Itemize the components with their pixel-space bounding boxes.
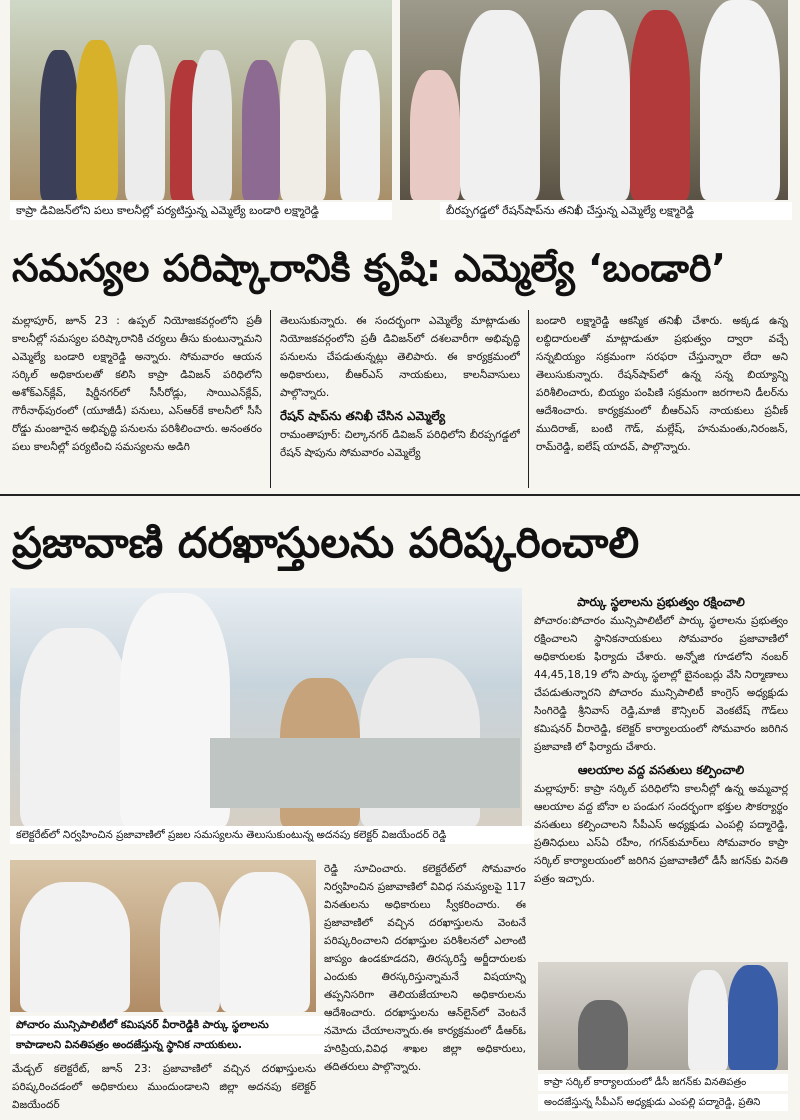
photo-prajavani-collectorate [10, 588, 522, 828]
headline: సమస్యల పరిష్కారానికి కృషి: ఎమ్మెల్యే ‘బండారి’ [12, 246, 726, 290]
photo-kapra-circle-office [538, 962, 788, 1070]
photo-caption: బీరప్పగడ్డలో రేషన్‌షాప్‌ను తనిఖీ చేస్తున్న ఎమ్మెల్యే లక్ష్మారెడ్డి [440, 202, 792, 220]
article-column [280, 312, 520, 488]
article-column [536, 312, 788, 488]
photo-mla-colony-visit [10, 0, 392, 200]
article-text: మల్లాపూర్: కాప్రా సర్కిల్ పరిధిలోని కాలనీల్లో ఉన్న అమ్మవార్ల ఆలయాల వద్ద బోనా ల పండుగ సందర్భంగా భక్తుల సౌకర్యార్థం వసతులు కల్పించాలని సీపీఎస్ అధ్యక్షుడు ఎంపల్లి పద్మారెడ్డి, ప్రతినిధులు ఎస్‌ఏ రహీం, గగన్‌కుమార్‌లు సోమవారం కాప్రా సర్కిల్ కార్యాలయంలో జరిగిన ప్రజావాణిలో డీసీ జగన్‌కు వినతి పత్రం ఇచ్చారు. [534, 783, 788, 885]
article-column [534, 592, 788, 956]
photo-caption: అందజేస్తున్న సీపీఎస్ అధ్యక్షుడు ఎంపల్లి పద్మారెడ్డి, ప్రతిని [538, 1094, 788, 1111]
article-text: రెడ్డి సూచించారు. కలెక్టరేట్‌లో సోమవారం నిర్వహించిన ప్రజావాణిలో వివిధ సమస్యలపై 117 వినతులను అధికారులు స్వీకరించారు. ఈ ప్రజావాణిలో వచ్చిన దరఖాస్తులను వెంటనే పరిష్కరించాలని దరఖాస్తుల పరిశీలనలో ఎలాంటి జాప్యం ఉండకూడదని, తిరస్కరిస్తే అర్జీదారులకు ఎందుకు తిరస్కరిస్తున్నామనే విషయాన్ని తప్పనిసరిగా తెలియజేయాలని అధికారులను ఆదేశించారు. దరఖాస్తులను ఆన్‌లైన్‌లో వెంటనే నమోదు చేయాలన్నారు.ఈ కార్యక్రమంలో డీఆర్‌ఓ హరిప్రియ,వివిధ శాఖల జిల్లా అధికారులు, తదితరులు పాల్గొన్నారు. [324, 863, 526, 1073]
article-column [12, 1060, 316, 1120]
article-text: మేడ్చల్ కలెక్టరేట్, జూన్ 23: ప్రజావాణిలో వచ్చిన దరఖాస్తులను పరిష్కరించడంలో అధికారులు ముందుండాలని జిల్లా అదనపు కలెక్టర్ విజయేందర్ [12, 1063, 316, 1111]
column-divider [528, 310, 529, 488]
subheading: పార్కు స్థలాలను ప్రభుత్వం రక్షించాలి [577, 595, 745, 609]
article-text: మల్లాపూర్, జూన్ 23 : ఉప్పల్ నియోజకవర్గంలోని ప్రతీ కాలనీల్లో సమస్యల పరిష్కారానికి చర్యలు తీసు కుంటున్నామని ఎమ్మెల్యే బండారి లక్ష్మారెడ్డి అన్నారు. సోమవారం ఆయన సర్కిల్ అధికారులతో కలిసి కాప్రా డివిజన్ పరిధిలోని అశోక్‌ఎన్‌క్లేవ్, షిర్డీనగర్‌లో సీసీరోడ్లు, సాయిఎన్‌క్లేవ్, గౌరీనాథ్‌పురంలో (యూజీడీ) పనులు, ఎస్‌ఆర్‌కే కాలనీలో సీసీ రోడ్డు మంజూరైన అభివృద్ధి పనులను పరిశీలించారు. అనంతరం పలు కాలనీల్లో పర్యటించి సమస్యలను అడిగి [12, 315, 262, 453]
photo-caption: కాప్రా డివిజన్‌లోని పలు కాలనీల్లో పర్యటిస్తున్న ఎమ్మెల్యే బండారి లక్ష్మారెడ్డి [10, 202, 392, 220]
article-column [12, 312, 262, 488]
photo-caption: కాపాడాలని వినతిపత్రం అందజేస్తున్న స్థానిక నాయకులు. [10, 1036, 328, 1054]
section-divider [0, 494, 800, 496]
photo-pocharam-petition [10, 860, 316, 1012]
headline: ప్రజావాణి దరఖాస్తులను పరిష్కరించాలి [12, 518, 640, 567]
subheading: రేషన్ షాప్‌ను తనిఖీ చేసిన ఎమ్మెల్యే [280, 409, 446, 423]
photo-ration-shop-inspection [400, 0, 788, 200]
article-column [324, 860, 526, 1120]
article-text: పోచారం:పోచారం మున్సిపాలిటీలో పార్కు స్థలాలను ప్రభుత్వం రక్షించాలని స్థానికనాయకులు సోమవారం ప్రజావాణిలో అధికారులకు ఫిర్యాదు చేశారు. అన్నోజి గూడలోని నంబర్ 44,45,18,19 లోని పార్కు స్థలాల్లో బైనంబర్లు వేసి నిర్మాణాలు చేపడుతున్నారని పోచారం మున్సిపాలిటీ కాంగ్రెస్ అధ్యక్షుడు సింగిరెడ్డి శ్రీనివాస్ రెడ్డి,మాజీ కౌన్సిలర్ వెంకటేష్ గౌడ్‌లు కమిషనర్ వీరారెడ్డి, కలెక్టర్ కార్యాలయంలో సోమవారం జరిగిన ప్రజావాణి లో ఫిర్యాదు చేశారు. [534, 615, 788, 753]
article-text: బండారి లక్ష్మారెడ్డి ఆకస్మిక తనిఖీ చేశారు. అక్కడ ఉన్న లబ్ధిదారులతో మాట్లాడుతూ ప్రభుత్వం ద్వారా వచ్చే సన్నబియ్యం సక్రమంగా సరఫరా చేస్తున్నారా లేదా అని తెలుసుకున్నారు. రేషన్‌షాప్‌లో ఉన్న సన్న బియ్యాన్ని పరిశీలించారు, బియ్యం పంపిణి సక్రమంగా జరగాలని డీలర్‌ను ఆదేశించారు. కార్యక్రమంలో బీఆర్‌ఎస్ నాయకులు ప్రవీణ్ ముదిరాజ్, బంటి గౌడ్, మల్లేష్, హనుమంతు,నిరంజన్, రామ్‌రెడ్డి, ఐలేష్ యాదవ్, పాల్గొన్నారు. [536, 315, 788, 453]
photo-caption: కాప్రా సర్కిల్ కార్యాలయంలో డీసీ జగన్‌కు వినతిపత్రం [538, 1074, 788, 1091]
column-divider [270, 310, 271, 488]
photo-caption: పోచారం మున్సిపాలిటీలో కమిషనర్ వీరారెడ్డికి పార్కు స్థలాలను [10, 1016, 328, 1034]
desk [210, 738, 520, 808]
article-text: తెలుసుకున్నారు. ఈ సందర్భంగా ఎమ్మెల్యే మాట్లాడుతు నియోజకవర్గంలోని ప్రతీ డివిజన్‌లో దశలవారీగా అభివృద్ధి పనులను చేపడుతున్నట్లు తెలిపారు. ఈ కార్యక్రమంలో అధికారులు, బీఆర్‌ఎస్ నాయకులు, కాలనీవాసులు పాల్గొన్నారు. [280, 315, 520, 399]
photo-caption: కలెక్టరేట్‌లో నిర్వహించిన ప్రజావాణిలో ప్రజల సమస్యలను తెలుసుకుంటున్న అదనపు కలెక్టర్ విజయేందర్ రెడ్డి [10, 826, 534, 844]
subheading: ఆలయాల వద్ద వసతులు కల్పించాలి [577, 763, 745, 777]
article-text: రామంతాపూర్: చిల్కానగర్ డివిజన్ పరిధిలోని బీరప్పగడ్డలో రేషన్ షాపును సోమవారం ఎమ్మెల్యే [280, 429, 520, 459]
